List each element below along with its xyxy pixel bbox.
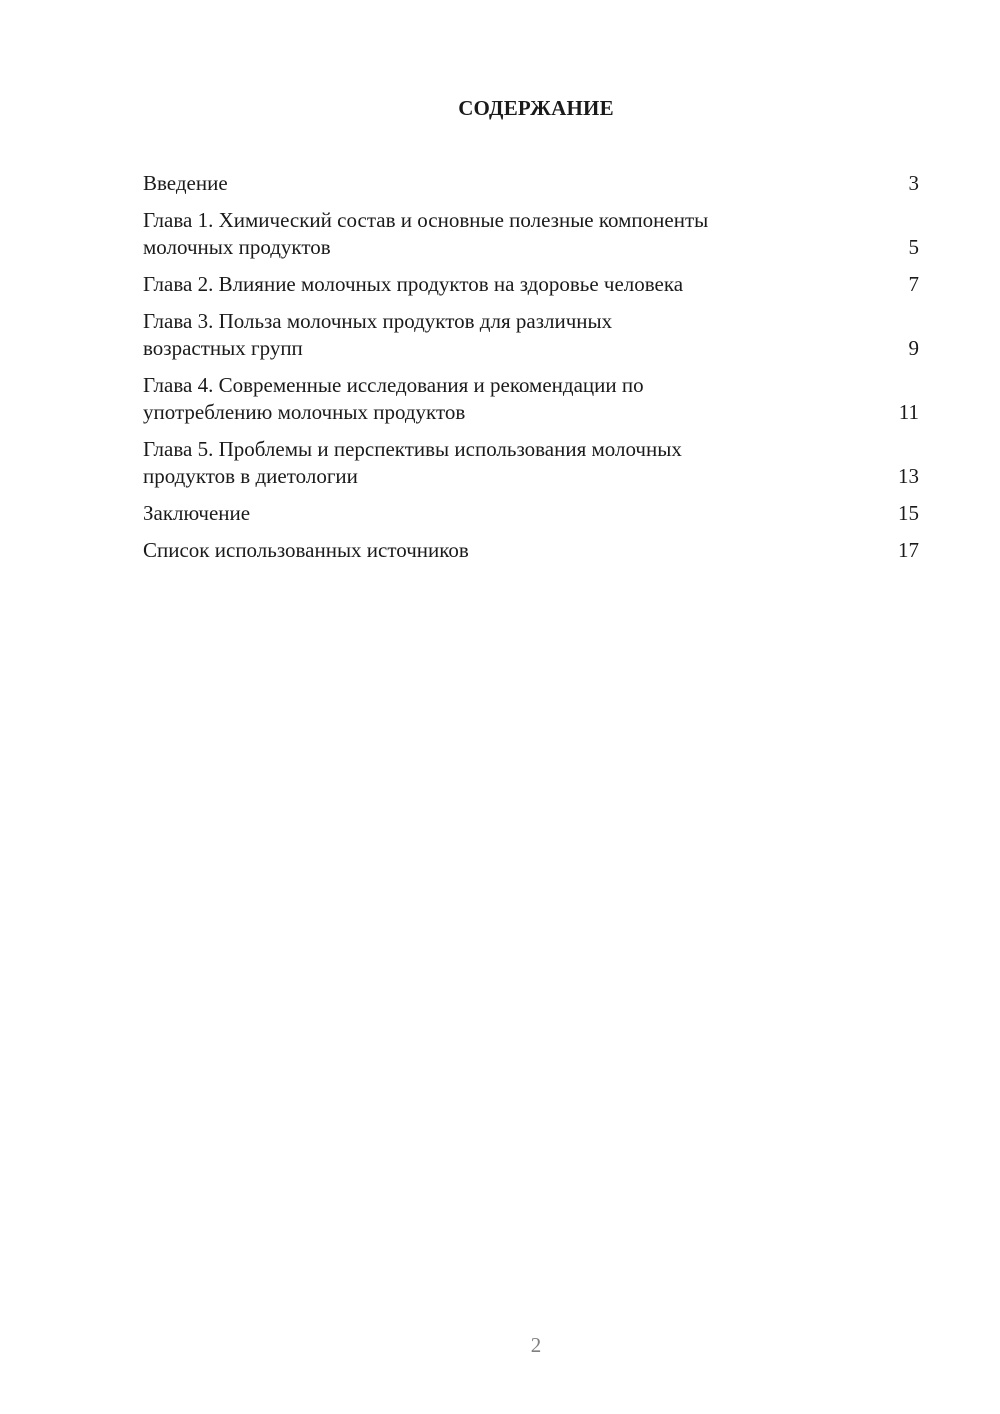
toc-entry-chapter-3 — [143, 308, 919, 362]
toc-entry-label: Глава 3. Польза молочных продуктов для различных возрастных групп — [143, 309, 613, 360]
toc-entry-chapter-2 — [143, 271, 919, 298]
toc-entry-introduction — [143, 170, 919, 197]
toc-entry-label: Глава 5. Проблемы и перспективы использования молочных продуктов в диетологии — [143, 437, 682, 488]
toc-entry-page: 13 — [898, 464, 919, 488]
toc-entry-references — [143, 537, 919, 564]
toc-entry-label: Введение — [143, 171, 228, 195]
toc-entry-chapter-4 — [143, 372, 919, 426]
toc-entry-page: 17 — [898, 538, 919, 562]
toc-entry-conclusion — [143, 500, 919, 527]
toc-entry-page: 9 — [908, 336, 919, 360]
toc-entry-page: 15 — [898, 501, 919, 525]
page-title: СОДЕРЖАНИЕ — [458, 96, 614, 120]
toc-entry-page: 3 — [908, 171, 919, 195]
table-of-contents — [143, 170, 919, 574]
toc-entry-page: 7 — [908, 272, 919, 296]
page-number: 2 — [530, 1333, 542, 1357]
toc-entry-chapter-5 — [143, 436, 919, 490]
toc-entry-page: 11 — [898, 400, 919, 424]
toc-entry-label: Глава 4. Современные исследования и рекомендации по употреблению молочных продуктов — [143, 373, 644, 424]
toc-entry-label: Список использованных источников — [143, 538, 469, 562]
toc-entry-label: Глава 1. Химический состав и основные полезные компоненты молочных продуктов — [143, 208, 709, 259]
toc-entry-chapter-1 — [143, 207, 919, 261]
toc-entry-label: Глава 2. Влияние молочных продуктов на здоровье человека — [143, 272, 684, 296]
toc-entry-page: 5 — [908, 235, 919, 259]
toc-entry-label: Заключение — [143, 501, 251, 525]
